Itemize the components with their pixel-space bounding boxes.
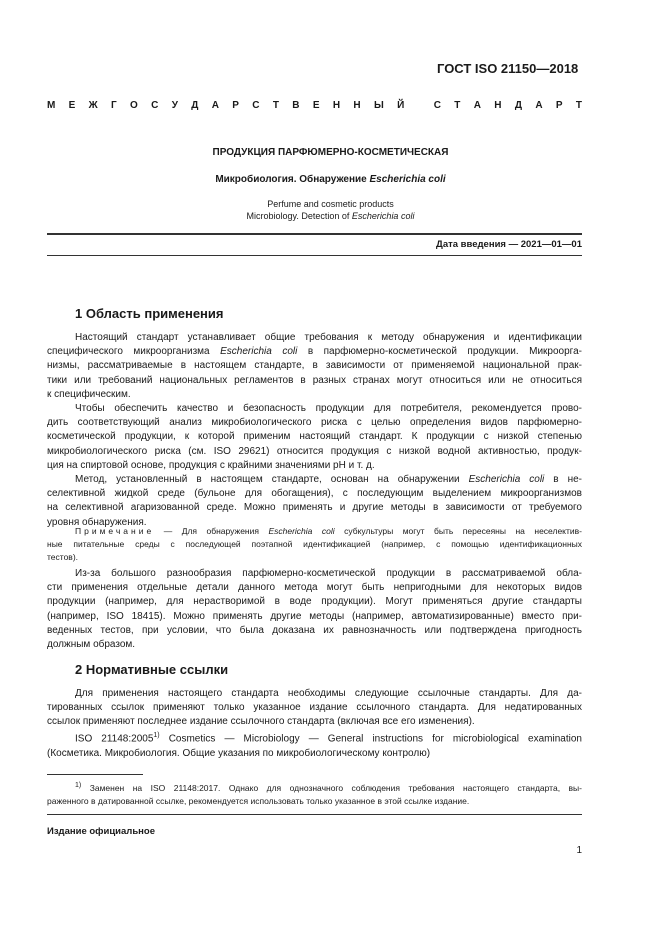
section-1-note: Примечание — Для обнаружения Escherichia coli субкультуры могут быть пересеяны на неселектив- ные питательные среды с последующей поэтапной идентификацией (например, с помощью идентификационных тестов). (47, 526, 582, 562)
text-line: тики или требований национальных регламентов в разных странах могут относиться или не относиться (47, 374, 582, 386)
banner-letter: А (535, 100, 543, 111)
section-1-paragraph-3 (47, 473, 582, 530)
banner-letter: А (211, 100, 219, 111)
text-line: Чтобы обеспечить качество и безопасность продукции для потребителя, рекомендуется прово- (75, 403, 582, 414)
text-line: на селективной агаризованной среде. Можно применять и другие методы в зависимости от требуемого (47, 502, 582, 514)
footer-divider (47, 814, 582, 815)
introduction-date: Дата введения — 2021—01—01 (436, 239, 582, 250)
section-1-paragraph-4 (47, 567, 582, 652)
header-divider (47, 233, 582, 235)
banner-letter: С (151, 100, 159, 111)
text-line: специфического микроорганизма Escherichia coli в парфюмерно-косметической продукции. Микроорга- (47, 346, 583, 358)
banner-letter: Н (332, 100, 341, 111)
banner-letter: Р (232, 100, 239, 111)
interstate-standard-banner (47, 100, 582, 111)
text-line: продукции (например, для нерастворимой в воде продукции). Могут применяться другие стандарты (47, 596, 582, 608)
document-subtitle: Микробиология. Обнаружение Escherichia coli (215, 174, 446, 185)
banner-letter: Е (68, 100, 76, 111)
section-1-heading: 1 Область применения (75, 306, 224, 321)
banner-letter (418, 100, 421, 111)
english-title: Perfume and cosmetic products (267, 199, 394, 209)
text-line: Настоящий стандарт устанавливает общие требования к методу обнаружения и идентификации (75, 332, 582, 343)
text-line: Метод, установленный в настоящем стандарте, основан на обнаружении Escherichia coli в не- (75, 474, 582, 485)
section-1-paragraph-2 (47, 402, 582, 473)
footnote: $^{1)}$ Заменен на ISO 21148:2017. Однако для однозначного соблюдения требования настоящего стандарта, вы- раженного в датированной ссылке, рекомендуется использовать только указанное в этой ссылке издание. (47, 782, 582, 806)
standard-code: ГОСТ ISO 21150—2018 (437, 61, 579, 76)
banner-letter: Д (191, 100, 199, 111)
note-label: Примечание (75, 526, 155, 536)
document-title: ПРОДУКЦИЯ ПАРФЮМЕРНО-КОСМЕТИЧЕСКАЯ (212, 147, 449, 158)
section-2-paragraph-1 (47, 687, 582, 730)
text-line: низмы, рассматриваемые в настоящем стандарте, в зависимости от применяемой национальной прак- (47, 360, 582, 372)
text-line: ция на спиртовой основе, продукция с крайними значениями pH и т. д. (47, 459, 375, 471)
english-subtitle: Microbiology. Detection of Escherichia coli (246, 211, 415, 221)
footnote-divider (47, 774, 143, 775)
banner-letter: У (171, 100, 178, 111)
banner-letter: Р (555, 100, 563, 111)
date-divider (47, 255, 582, 256)
banner-letter: М (47, 100, 56, 111)
text-line: ссылок применяют последнее издание ссылочного стандарта (включая все его изменения). (47, 716, 475, 728)
banner-letter: Г (111, 100, 117, 111)
banner-letter: Н (494, 100, 502, 111)
normative-reference: ISO 21148:2005$^{1)}$ Cosmetics — Microbiology — General instructions for microbiological examination (Косметика. Микробиология. Общие указания по микробиологическому контролю) (47, 732, 582, 759)
text-line: к специфическим. (47, 388, 131, 400)
text-line: Для применения настоящего стандарта необходимы следующие ссылочные стандарты. Для да- (75, 688, 582, 699)
banner-letter: О (130, 100, 138, 111)
banner-letter: Т (575, 100, 582, 111)
text-line: дить соответствующий анализ микробиологического риска с целью определения видов парфюмерно- (47, 417, 582, 429)
text-line: Из-за большого разнообразия парфюмерно-косметической продукции в рассматриваемой обла- (75, 568, 582, 579)
banner-letter: Н (353, 100, 361, 111)
text-line: микробиологического риска (см. ISO 29621) относится продукция с низкой водной активностью, продук- (47, 445, 582, 457)
text-line: селективной жидкой среде (бульоне для обогащения), с последующим выделением микроорганизмов (47, 488, 582, 500)
page-number: 1 (576, 845, 582, 856)
banner-letter: Т (454, 100, 461, 111)
banner-letter: Й (397, 100, 405, 111)
banner-letter: С (433, 100, 441, 111)
banner-letter: Ж (88, 100, 98, 111)
banner-letter: Д (514, 100, 522, 111)
banner-letter: Т (272, 100, 279, 111)
text-line: тированных ссылок применяют только указанное издание ссылочного стандарта. Для недатированных (47, 702, 582, 714)
text-line: сти применения отдельные детали данного метода могут быть непригодными для некоторых видов (47, 582, 582, 594)
text-line: (например, ISO 18415). Можно применять другие методы (например, автоматизированные) вместо при- (47, 610, 582, 622)
banner-letter: С (252, 100, 260, 111)
banner-letter: Е (312, 100, 320, 111)
text-line: косметической продукции, к которой применим настоящий стандарт. К продукции с низкой степенью (47, 431, 582, 443)
banner-letter: А (473, 100, 481, 111)
text-line: веденных тестов, при условии, что была доказана их равнозначность или подтверждена пригодность (47, 624, 582, 636)
banner-letter: В (292, 100, 300, 111)
section-2-heading: 2 Нормативные ссылки (75, 662, 229, 677)
section-1-paragraph-1 (47, 331, 582, 402)
edition-label: Издание официальное (47, 826, 155, 837)
text-line: уровня обнаружения. (47, 516, 147, 528)
text-line: должным образом. (47, 639, 136, 651)
banner-letter: Ы (373, 100, 384, 111)
